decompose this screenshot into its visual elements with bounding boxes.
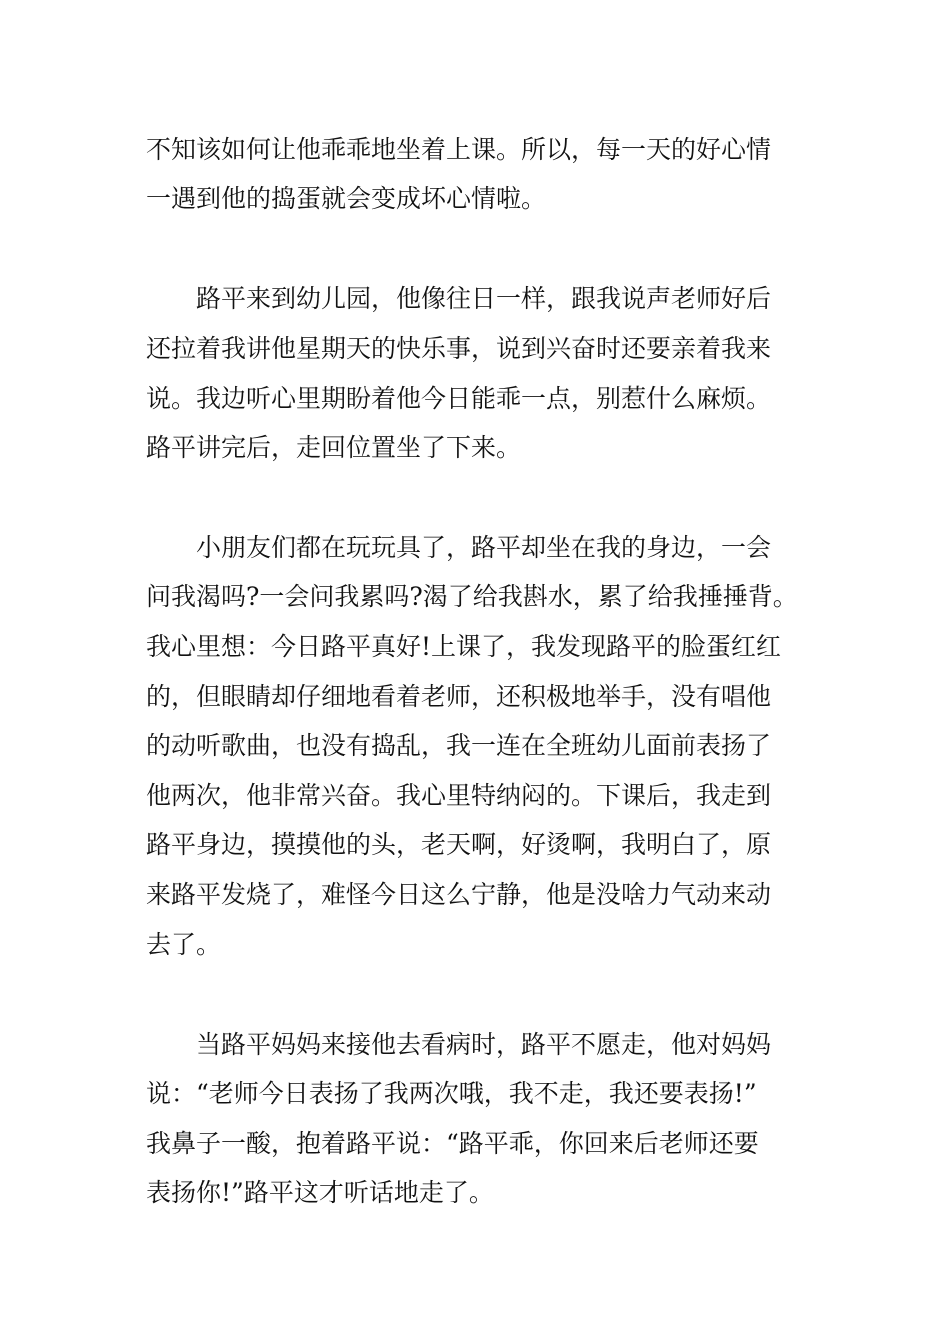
paragraph-2-line-4: 路平讲完后，走回位置坐了下来。	[146, 433, 522, 462]
paragraph-2-line-3: 说。我边听心里期盼着他今日能乖一点，别惹什么麻烦。	[146, 384, 772, 413]
paragraph-2-line-1: 路平来到幼儿园，他像往日一样，跟我说声老师好后	[196, 284, 772, 313]
paragraph-3-line-9: 去了。	[146, 930, 222, 959]
paragraph-3-line-7: 路平身边，摸摸他的头，老天啊，好烫啊，我明白了，原	[146, 830, 772, 859]
paragraph-1-line-1: 不知该如何让他乖乖地坐着上课。所以，每一天的好心情	[146, 135, 772, 164]
paragraph-4-line-2: 说：“老师今日表扬了我两次哦，我不走，我还要表扬!”	[146, 1079, 757, 1108]
paragraph-3-line-1: 小朋友们都在玩玩具了，路平却坐在我的身边，一会	[196, 533, 772, 562]
paragraph-4-line-1: 当路平妈妈来接他去看病时，路平不愿走，他对妈妈	[196, 1030, 772, 1059]
paragraph-3-line-4: 的，但眼睛却仔细地看着老师，还积极地举手，没有唱他	[146, 682, 772, 711]
paragraph-1-line-2: 一遇到他的捣蛋就会变成坏心情啦。	[146, 184, 547, 213]
paragraph-3-line-6: 他两次，他非常兴奋。我心里特纳闷的。下课后，我走到	[146, 781, 772, 810]
paragraph-3-line-8: 来路平发烧了，难怪今日这么宁静，他是没啥力气动来动	[146, 880, 772, 909]
paragraph-3-line-3: 我心里想：今日路平真好!上课了，我发现路平的脸蛋红红	[146, 632, 782, 661]
paragraph-4-line-4: 表扬你!”路平这才听话地走了。	[146, 1178, 494, 1207]
paragraph-2-line-2: 还拉着我讲他星期天的快乐事，说到兴奋时还要亲着我来	[146, 334, 772, 363]
paragraph-3-line-2: 问我渴吗?一会问我累吗?渴了给我斟水，累了给我捶捶背。	[146, 582, 798, 611]
paragraph-4-line-3: 我鼻子一酸，抱着路平说：“路平乖，你回来后老师还要	[146, 1129, 759, 1158]
paragraph-3-line-5: 的动听歌曲，也没有捣乱，我一连在全班幼儿面前表扬了	[146, 731, 772, 760]
